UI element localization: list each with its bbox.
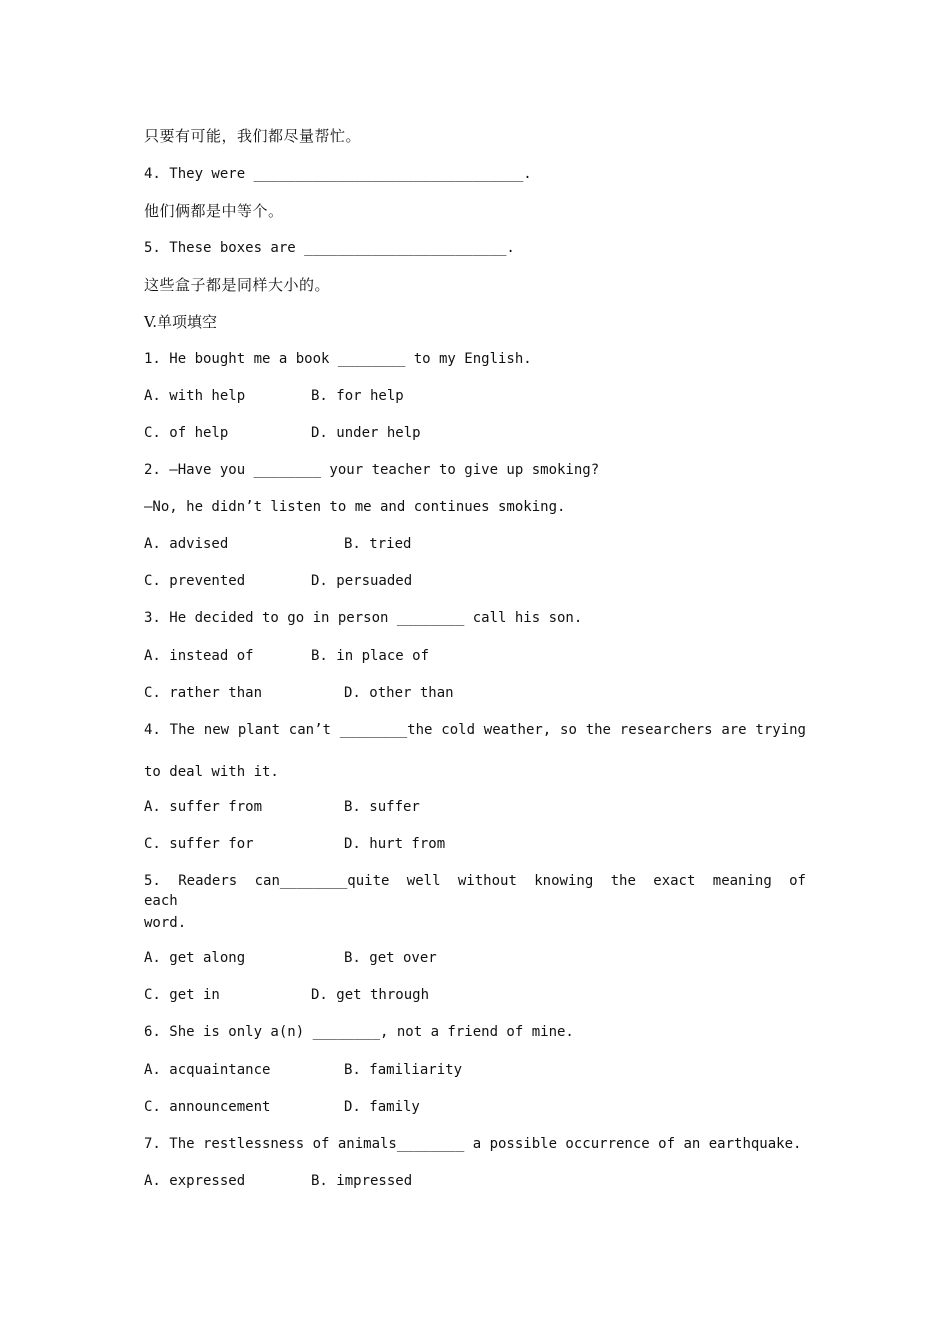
q4-option-c: C. suffer for bbox=[144, 836, 254, 852]
q6-option-c: C. announcement bbox=[144, 1099, 271, 1115]
q4-option-d: D. hurt from bbox=[344, 836, 446, 852]
translation-prompt-5: 这些盒子都是同样大小的。 bbox=[144, 276, 331, 294]
question-5-stem: 5. Readers can________quite well without knowing the exact meaning of each bbox=[144, 873, 806, 909]
question-3-stem: 3. He decided to go in person ________ call his son. bbox=[144, 610, 583, 626]
section-heading: V.单项填空 bbox=[144, 313, 217, 331]
question-7-stem: 7. The restlessness of animals________ a possible occurrence of an earthquake. bbox=[144, 1136, 802, 1152]
q7-option-b: B. impressed bbox=[311, 1173, 413, 1189]
q3-option-b: B. in place of bbox=[311, 648, 430, 664]
translation-prompt-4: 他们俩都是中等个。 bbox=[144, 202, 284, 220]
q4-option-b: B. suffer bbox=[344, 799, 420, 815]
q1-option-a: A. with help bbox=[144, 388, 246, 404]
q3-option-c: C. rather than bbox=[144, 685, 263, 701]
question-6-stem: 6. She is only a(n) ________, not a friend of mine. bbox=[144, 1024, 574, 1040]
q2-option-a: A. advised bbox=[144, 536, 229, 552]
question-2-stem-cont: —No, he didn’t listen to me and continues smoking. bbox=[144, 499, 566, 515]
exercise-item-5: 5. These boxes are ________________________. bbox=[144, 240, 515, 256]
q5-option-b: B. get over bbox=[344, 950, 437, 966]
question-5-stem-cont: word. bbox=[144, 915, 187, 931]
q1-option-b: B. for help bbox=[311, 388, 404, 404]
question-4-stem-cont: to deal with it. bbox=[144, 764, 279, 780]
q5-option-c: C. get in bbox=[144, 987, 220, 1003]
q2-option-d: D. persuaded bbox=[311, 573, 413, 589]
translation-prompt: 只要有可能，我们都尽量帮忙。 bbox=[144, 127, 362, 145]
exercise-item-4: 4. They were ________________________________. bbox=[144, 166, 532, 182]
q4-option-a: A. suffer from bbox=[144, 799, 263, 815]
q1-option-c: C. of help bbox=[144, 425, 229, 441]
q5-option-d: D. get through bbox=[311, 987, 430, 1003]
q6-option-d: D. family bbox=[344, 1099, 420, 1115]
q2-option-c: C. prevented bbox=[144, 573, 246, 589]
q5-option-a: A. get along bbox=[144, 950, 246, 966]
q7-option-a: A. expressed bbox=[144, 1173, 246, 1189]
q2-option-b: B. tried bbox=[344, 536, 412, 552]
q1-option-d: D. under help bbox=[311, 425, 421, 441]
q6-option-b: B. familiarity bbox=[344, 1062, 463, 1078]
question-4-stem: 4. The new plant can’t ________the cold weather, so the researchers are trying bbox=[144, 722, 806, 738]
q6-option-a: A. acquaintance bbox=[144, 1062, 271, 1078]
question-1-stem: 1. He bought me a book ________ to my English. bbox=[144, 351, 532, 367]
q3-option-d: D. other than bbox=[344, 685, 454, 701]
q3-option-a: A. instead of bbox=[144, 648, 254, 664]
question-2-stem: 2. —Have you ________ your teacher to give up smoking? bbox=[144, 462, 600, 478]
